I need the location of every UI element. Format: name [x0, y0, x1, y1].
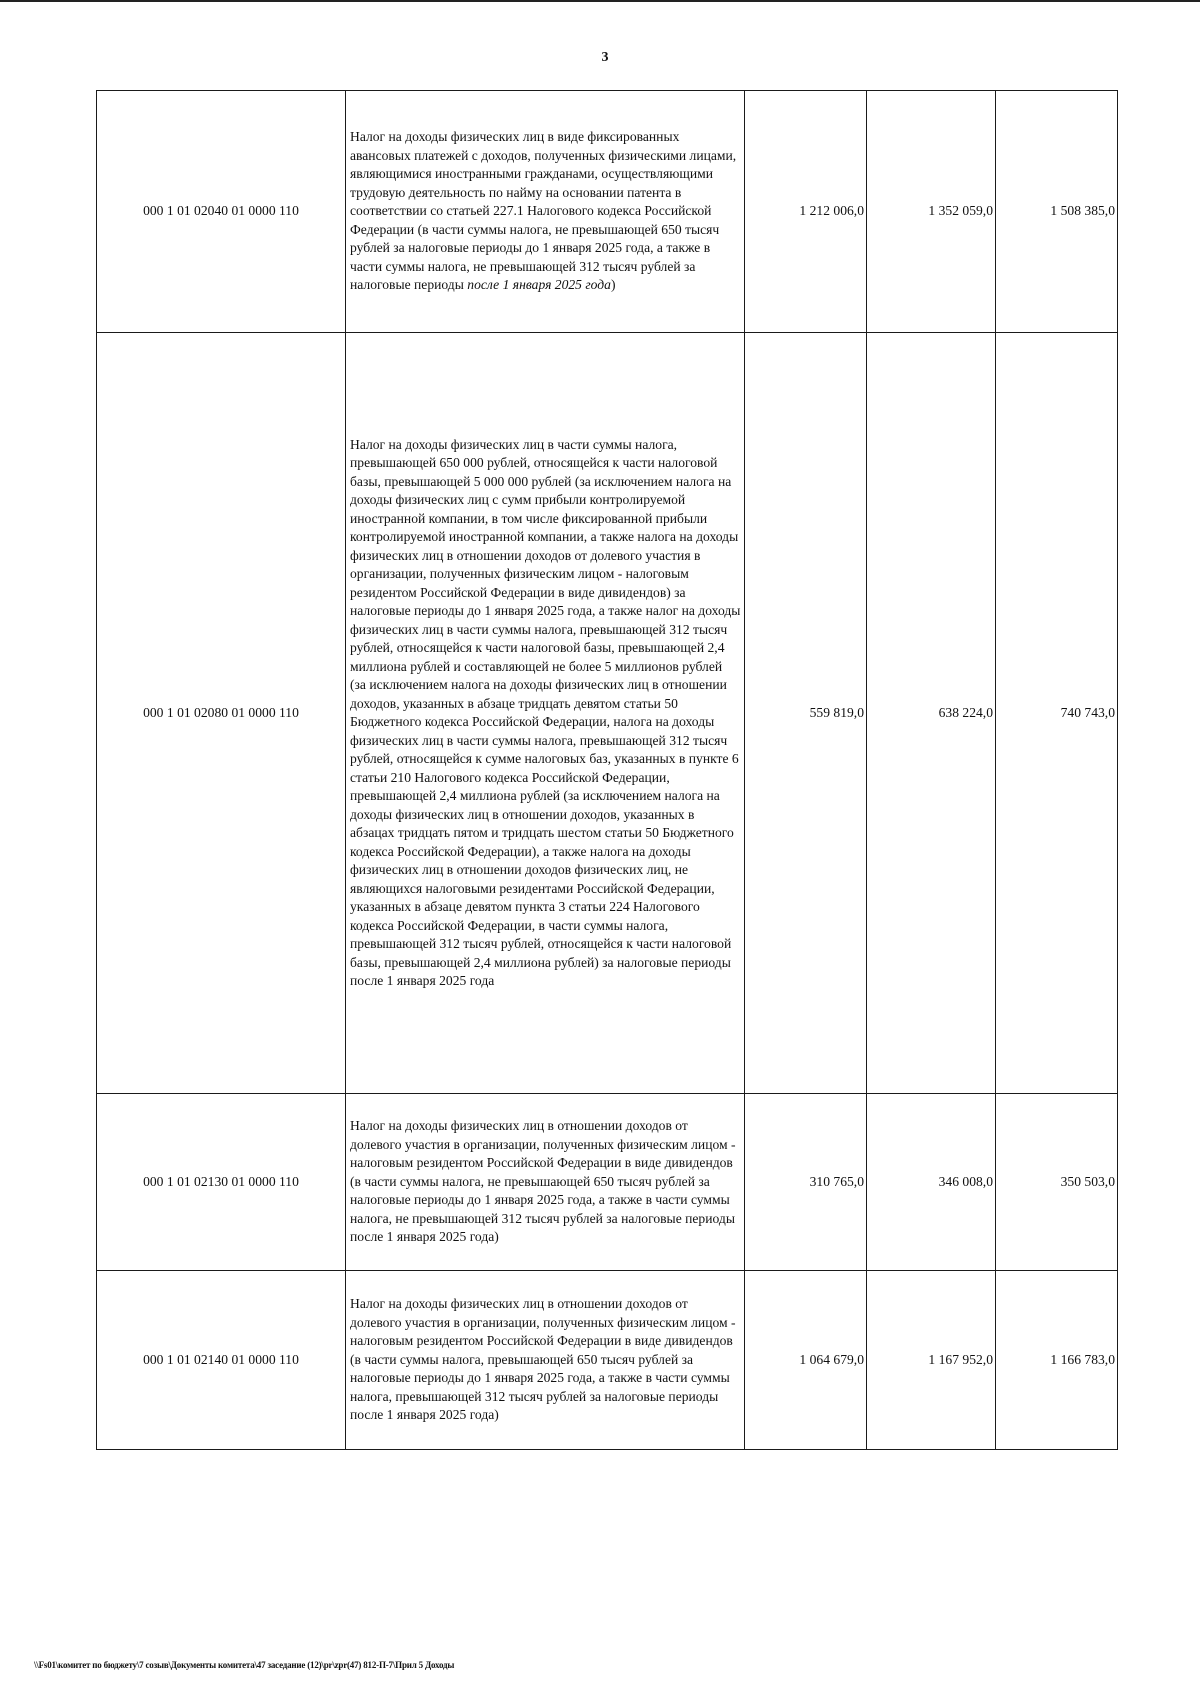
table-row: [97, 1094, 1118, 1271]
amount-year-1: 1 212 006,0: [745, 91, 867, 333]
amount-year-2: 346 008,0: [867, 1094, 996, 1271]
page-number: 3: [601, 50, 609, 65]
budget-classification-code: 000 1 01 02140 01 0000 110: [97, 1271, 346, 1450]
amount-year-3: 740 743,0: [996, 333, 1118, 1094]
table-row: [97, 1271, 1118, 1450]
table-row: [97, 91, 1118, 333]
amount-year-3: 1 166 783,0: [996, 1271, 1118, 1450]
amount-year-1: 1 064 679,0: [745, 1271, 867, 1450]
amount-year-1: 559 819,0: [745, 333, 867, 1094]
table-row: [97, 333, 1118, 1094]
amount-year-3: 350 503,0: [996, 1094, 1118, 1271]
budget-classification-code: 000 1 01 02080 01 0000 110: [97, 333, 346, 1094]
budget-revenue-table: [96, 90, 1118, 1450]
top-rule: [0, 0, 1200, 2]
budget-classification-code: 000 1 01 02130 01 0000 110: [97, 1094, 346, 1271]
amount-year-2: 1 352 059,0: [867, 91, 996, 333]
amount-year-2: 1 167 952,0: [867, 1271, 996, 1450]
budget-classification-code: 000 1 01 02040 01 0000 110: [97, 91, 346, 333]
amount-year-3: 1 508 385,0: [996, 91, 1118, 333]
amount-year-1: 310 765,0: [745, 1094, 867, 1271]
revenue-name: Налог на доходы физических лиц в виде фиксированных авансовых платежей с доходов, полученных физическими лицами, являющимися иностранными гражданами, осуществляющими трудовую деятельность по найму на основании патента в соответствии со статьей 227.1 Налогового кодекса Российской Федерации (в части суммы налога, не превышающей 650 тысяч рублей за налоговые периоды до 1 января 2025 года, а также в части суммы налога, не превышающей 312 тысяч рублей за налоговые периоды после 1 января 2025 года): [346, 91, 745, 333]
amount-year-2: 638 224,0: [867, 333, 996, 1094]
revenue-name: Налог на доходы физических лиц в отношении доходов от долевого участия в организации, полученных физическим лицом - налоговым резидентом Российской Федерации в виде дивидендов (в части суммы налога, не превышающей 650 тысяч рублей за налоговые периоды до 1 января 2025 года, а также в части суммы налога, не превышающей 312 тысяч рублей за налоговые периоды после 1 января 2025 года): [346, 1094, 745, 1271]
revenue-name: Налог на доходы физических лиц в отношении доходов от долевого участия в организации, полученных физическим лицом - налоговым резидентом Российской Федерации в виде дивидендов (в части суммы налога, превышающей 650 тысяч рублей за налоговые периоды до 1 января 2025 года, а также в части суммы налога, превышающей 312 тысяч рублей за налоговые периоды после 1 января 2025 года): [346, 1271, 745, 1450]
revenue-name: Налог на доходы физических лиц в части суммы налога, превышающей 650 000 рублей, относящейся к части налоговой базы, превышающей 5 000 000 рублей (за исключением налога на доходы физических лиц с сумм прибыли контролируемой иностранной компании, в том числе фиксированной прибыли контролируемой иностранной компании, а также налога на доходы физических лиц в отношении доходов от долевого участия в организации, полученных физическим лицом - налоговым резидентом Российской Федерации в виде дивидендов) за налоговые периоды до 1 января 2025 года, а также налог на доходы физических лиц в части суммы налога, превышающей 312 тысяч рублей, относящейся к части налоговой базы, превышающей 2,4 миллиона рублей и составляющей не более 5 миллионов рублей (за исключением налога на доходы физических лиц в отношении доходов, указанных в абзаце тридцать девятом статьи 50 Бюджетного кодекса Российской Федерации, налога на доходы физических лиц в части суммы налога, превышающей 312 тысяч рублей, относящейся к сумме налоговых баз, указанных в пункте 6 статьи 210 Налогового кодекса Российской Федерации, превышающей 2,4 миллиона рублей (за исключением налога на доходы физических лиц в отношении доходов, указанных в абзацах тридцать пятом и тридцать шестом статьи 50 Бюджетного кодекса Российской Федерации), а также налога на доходы физических лиц в отношении доходов физических лиц, не являющихся налоговыми резидентами Российской Федерации, указанных в абзаце девятом пункта 3 статьи 224 Налогового кодекса Российской Федерации, в части суммы налога, превышающей 312 тысяч рублей, относящейся к части налоговой базы, превышающей 2,4 миллиона рублей) за налоговые периоды после 1 января 2025 года: [346, 333, 745, 1094]
file-path-footer: \\Fs01\комитет по бюджету\7 созыв\Документы комитета\47 заседание (12)\pr\zpr(47) 812-П-7\Прил 5 Доходы: [34, 1660, 455, 1670]
